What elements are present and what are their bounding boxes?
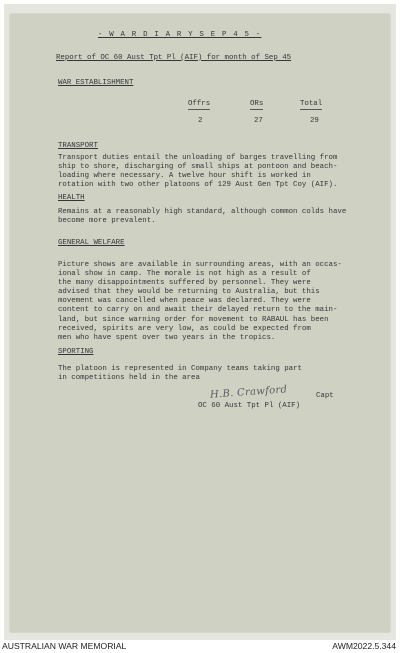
- welfare-line: men who have spent over two years in the tropics.: [58, 333, 276, 342]
- sporting-paragraph: [58, 365, 378, 383]
- general-welfare-heading: GENERAL WELFARE: [58, 239, 125, 247]
- archive-footer: [0, 640, 400, 653]
- welfare-line: the many disappointments suffered by personnel. They were: [58, 279, 311, 288]
- transport-line: loading where necessary. A twelve hour shift is worked in: [58, 172, 311, 181]
- transport-line: rotation with two other platoons of 129 Aust Gen Tpt Coy (AIF).: [58, 181, 338, 190]
- document-page: [10, 14, 390, 632]
- institution-name: AUSTRALIAN WAR MEMORIAL: [2, 641, 127, 651]
- welfare-line: ional show in camp. The morale is not high as a result of: [58, 270, 311, 279]
- transport-line: Transport duties entail the unloading of barges travelling from: [58, 154, 338, 162]
- war-establishment-heading: WAR ESTABLISHMENT: [58, 79, 134, 87]
- welfare-line: movement was cancelled when peace was declared. They were: [58, 297, 311, 306]
- welfare-line: Picture shows are available in surrounding areas, with an occas-: [58, 261, 342, 269]
- document-body: [10, 14, 390, 632]
- welfare-line: received, spirits are very low, as could be expected from: [58, 324, 311, 333]
- sporting-line: The platoon is represented in Company teams taking part: [58, 365, 302, 373]
- transport-paragraph: [58, 154, 378, 190]
- welfare-line: advised that they would be returning to Australia, but this: [58, 288, 320, 297]
- col-total-header: Total: [300, 100, 322, 110]
- health-line: become more prevalent.: [58, 217, 156, 226]
- accession-number: AWM2022.5.344: [332, 641, 396, 651]
- welfare-line: land, but since warning order for movement to RABAUL has been: [58, 315, 329, 324]
- transport-line: ship to shore, discharging of small ships at pontoon and beach-: [58, 163, 338, 172]
- report-title: Report of OC 60 Aust Tpt Pl (AIF) for month of Sep 45: [56, 54, 292, 62]
- value-offrs: 2: [198, 117, 203, 125]
- sporting-heading: SPORTING: [58, 348, 94, 356]
- col-offrs-header: Offrs: [188, 100, 210, 110]
- col-ors-header: ORs: [250, 100, 263, 110]
- health-heading: HEALTH: [58, 194, 85, 202]
- handwritten-signature: H.B. Crawford: [209, 384, 288, 401]
- value-ors: 27: [254, 117, 263, 125]
- value-total: 29: [310, 117, 319, 125]
- signature-rank: Capt: [316, 392, 334, 400]
- welfare-line: content to carry on and await their delayed return to the main-: [58, 306, 338, 315]
- sporting-line: in competitions held in the area: [58, 374, 200, 383]
- war-diary-header: - W A R D I A R Y S E P 4 5 -: [98, 31, 262, 39]
- signature-unit: OC 60 Aust Tpt Pl (AIF): [198, 402, 301, 410]
- health-paragraph: [58, 208, 378, 226]
- general-welfare-paragraph: [58, 261, 378, 343]
- health-line: Remains at a reasonably high standard, although common colds have: [58, 208, 347, 216]
- transport-heading: TRANSPORT: [58, 142, 98, 150]
